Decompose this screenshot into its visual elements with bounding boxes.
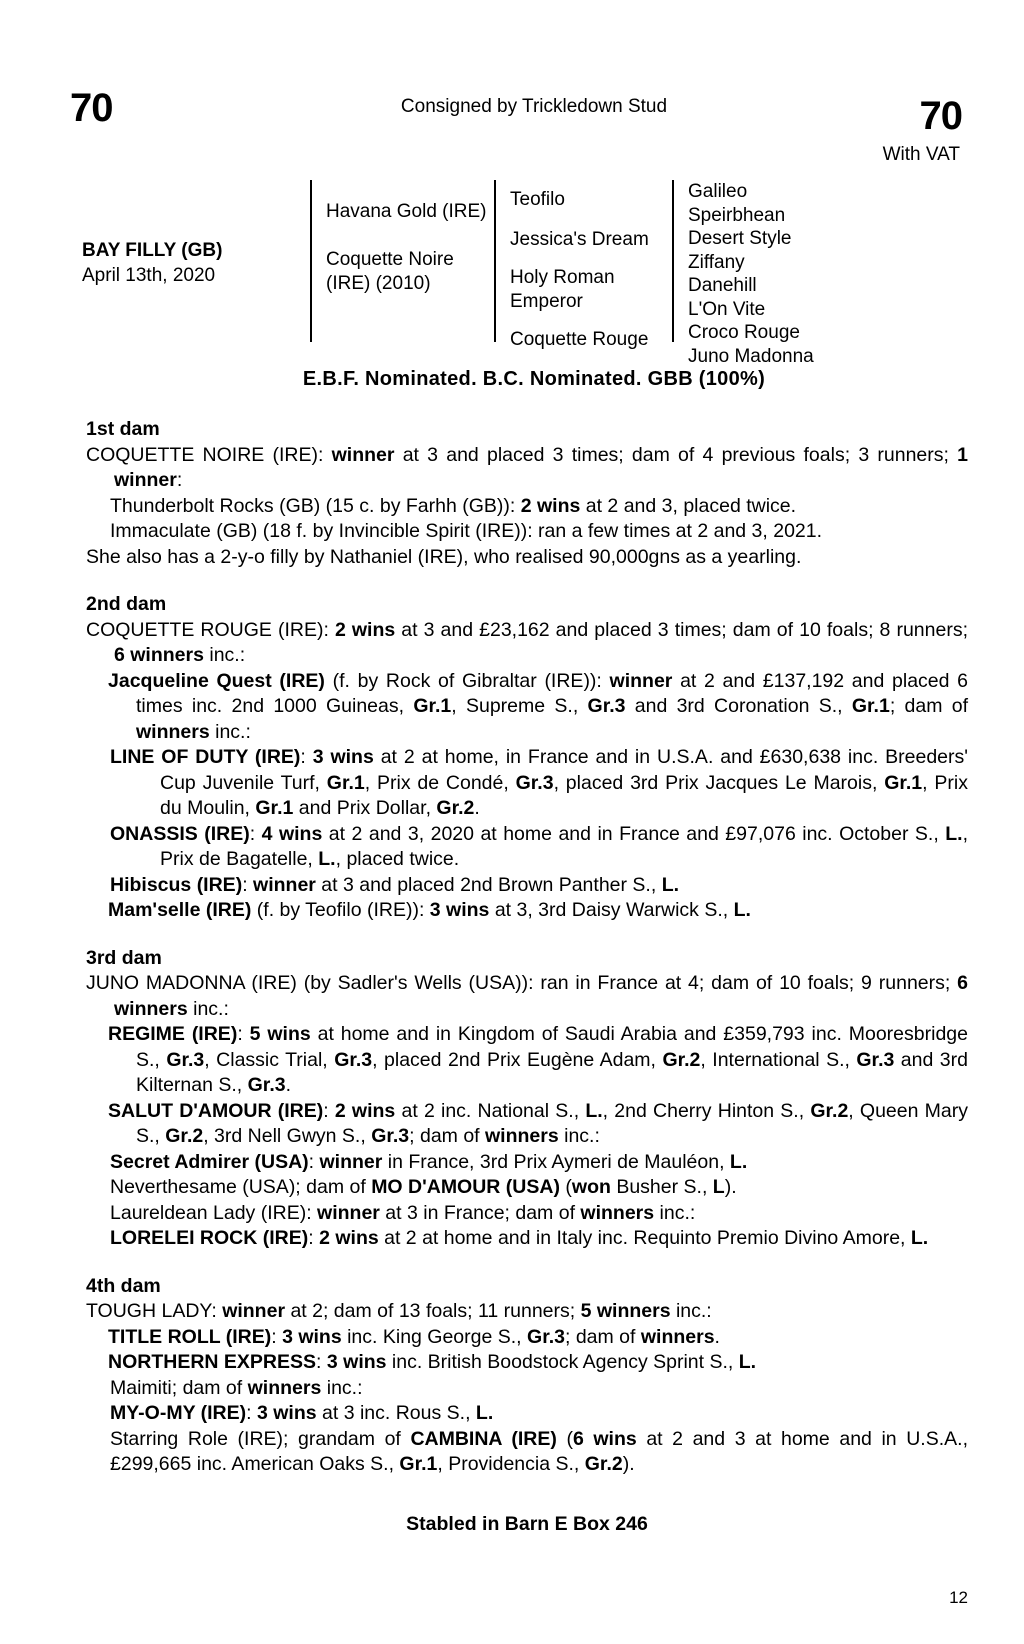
catalogue-page bbox=[0, 86, 1024, 1644]
gen2-entry: Teofilo bbox=[510, 189, 565, 210]
gen2-entry: Coquette Rouge bbox=[510, 329, 649, 350]
gen3-entry: Danehill bbox=[688, 275, 757, 296]
dam-heading-2: 2nd dam bbox=[86, 593, 167, 615]
gen3-entry: Croco Rouge bbox=[688, 322, 800, 343]
dam1-line: Immaculate (GB) (18 f. by Invincible Spirit (IRE)): ran a few times at 2 and 3, 2021. bbox=[110, 520, 823, 542]
stabled-line: Stabled in Barn E Box 246 bbox=[406, 1512, 648, 1535]
pedigree-table bbox=[70, 180, 968, 367]
dam2-line: Jacqueline Quest (IRE) (f. by Rock of Gibraltar (IRE)): winner at 2 and £137,192 and placed 6 times inc. 2nd 1000 Guineas, Gr.1, Supreme S., Gr.3 and 3rd Coronation S., Gr.1; dam of winners inc.: bbox=[108, 669, 969, 743]
pedigree-generation-3 bbox=[672, 180, 938, 367]
subject-title: BAY FILLY (GB) bbox=[82, 240, 223, 261]
gen3-entry: Juno Madonna bbox=[688, 345, 814, 367]
dam2-line: ONASSIS (IRE): 4 wins at 2 and 3, 2020 at home and in France and £97,076 inc. October S., L., Prix de Bagatelle, L., placed twice. bbox=[110, 822, 969, 870]
nominated-line: E.B.F. Nominated. B.C. Nominated. GBB (100%) bbox=[302, 368, 766, 390]
with-vat-label: With VAT bbox=[882, 144, 960, 165]
gen2-entry: Holy Roman Emperor bbox=[510, 267, 615, 312]
lot-number-left: 70 bbox=[70, 86, 113, 130]
dam3-line: Secret Admirer (USA): winner in France, 3rd Prix Aymeri de Mauléon, L. bbox=[110, 1150, 748, 1173]
pedigree-generation-2 bbox=[494, 180, 670, 350]
gen3-entry: Desert Style bbox=[688, 228, 792, 249]
page-header bbox=[70, 86, 968, 165]
dam4-line: Starring Role (IRE); grandam of CAMBINA (IRE) (6 wins at 2 and 3 at home and in U.S.A., £299,665 inc. American Oaks S., Gr.1, Providencia S., Gr.2). bbox=[110, 1427, 968, 1475]
sire-name: Havana Gold (IRE) bbox=[326, 201, 487, 222]
subject-dob: April 13th, 2020 bbox=[82, 265, 216, 286]
dam2-line: Hibiscus (IRE): winner at 3 and placed 2nd Brown Panther S., L. bbox=[110, 873, 680, 896]
dam3-line: SALUT D'AMOUR (IRE): 2 wins at 2 inc. National S., L., 2nd Cherry Hinton S., Gr.2, Queen Mary S., Gr.2, 3rd Nell Gwyn S., Gr.3; dam of winners inc.: bbox=[108, 1099, 968, 1147]
dam2-line: Mam'selle (IRE) (f. by Teofilo (IRE)): 3 wins at 3, 3rd Daisy Warwick S., L. bbox=[108, 899, 751, 921]
dam1-line: Thunderbolt Rocks (GB) (15 c. by Farhh (GB)): 2 wins at 2 and 3, placed twice. bbox=[110, 494, 797, 517]
gen3-entry: L'On Vite bbox=[688, 298, 766, 320]
lot-number-right: 70 bbox=[919, 94, 962, 138]
dam-name: Coquette Noire (IRE) (2010) bbox=[326, 249, 454, 294]
dam2-line: COQUETTE ROUGE (IRE): 2 wins at 3 and £23,162 and placed 3 times; dam of 10 foals; 8 runners; 6 winners inc.: bbox=[86, 618, 968, 666]
dam4-line: Maimiti; dam of winners inc.: bbox=[110, 1376, 363, 1399]
dam3-line: Laureldean Lady (IRE): winner at 3 in France; dam of winners inc.: bbox=[110, 1201, 696, 1224]
dam2-line: LINE OF DUTY (IRE): 3 wins at 2 at home, in France and in U.S.A. and £630,638 inc. Breeders' Cup Juvenile Turf, Gr.1, Prix de Condé, Gr.3, placed 3rd Prix Jacques Le Marois, Gr.1, Prix du Moulin, Gr.1 and Prix Dollar, Gr.2. bbox=[110, 746, 968, 819]
page-number: 12 bbox=[949, 1588, 968, 1607]
dam4-line: NORTHERN EXPRESS: 3 wins inc. British Boodstock Agency Sprint S., L. bbox=[108, 1351, 757, 1373]
pedigree-text bbox=[86, 417, 968, 1537]
subject-block bbox=[82, 238, 302, 288]
dam-heading-4: 4th dam bbox=[86, 1274, 161, 1297]
gen3-entry: Speirbhean bbox=[688, 204, 786, 226]
gen3-entry: Ziffany bbox=[688, 251, 745, 273]
dam4-line: MY-O-MY (IRE): 3 wins at 3 inc. Rous S., L. bbox=[110, 1402, 494, 1424]
gen2-entry: Jessica's Dream bbox=[510, 229, 649, 250]
dam3-line: LORELEI ROCK (IRE): 2 wins at 2 at home and in Italy inc. Requinto Premio Divino Amore, L. bbox=[110, 1227, 929, 1249]
dam3-line: JUNO MADONNA (IRE) (by Sadler's Wells (USA)): ran in France at 4; dam of 10 foals; 9 runners; 6 winners inc.: bbox=[86, 972, 968, 1020]
dam4-line: TITLE ROLL (IRE): 3 wins inc. King George S., Gr.3; dam of winners. bbox=[108, 1325, 720, 1348]
dam-heading-1: 1st dam bbox=[86, 418, 160, 440]
pedigree-generation-1 bbox=[310, 180, 496, 342]
dam4-line: TOUGH LADY: winner at 2; dam of 13 foals; 11 runners; 5 winners inc.: bbox=[86, 1300, 712, 1322]
dam1-line: She also has a 2-y-o filly by Nathaniel (IRE), who realised 90,000gns as a yearling. bbox=[86, 545, 802, 568]
gen3-entry: Galileo bbox=[688, 181, 748, 202]
dam1-line: COQUETTE NOIRE (IRE): winner at 3 and placed 3 times; dam of 4 previous foals; 3 runners; 1 winner: bbox=[86, 443, 968, 491]
consignor-line: Consigned by Trickledown Stud bbox=[400, 96, 668, 117]
dam3-line: Neverthesame (USA); dam of MO D'AMOUR (USA) (won Busher S., L). bbox=[110, 1176, 737, 1198]
dam3-line: REGIME (IRE): 5 wins at home and in Kingdom of Saudi Arabia and £359,793 inc. Mooresbridge S., Gr.3, Classic Trial, Gr.3, placed 2nd Prix Eugène Adam, Gr.2, International S., Gr.3 and 3rd Kilternan S., Gr.3. bbox=[108, 1023, 968, 1096]
dam-heading-3: 3rd dam bbox=[86, 946, 162, 969]
